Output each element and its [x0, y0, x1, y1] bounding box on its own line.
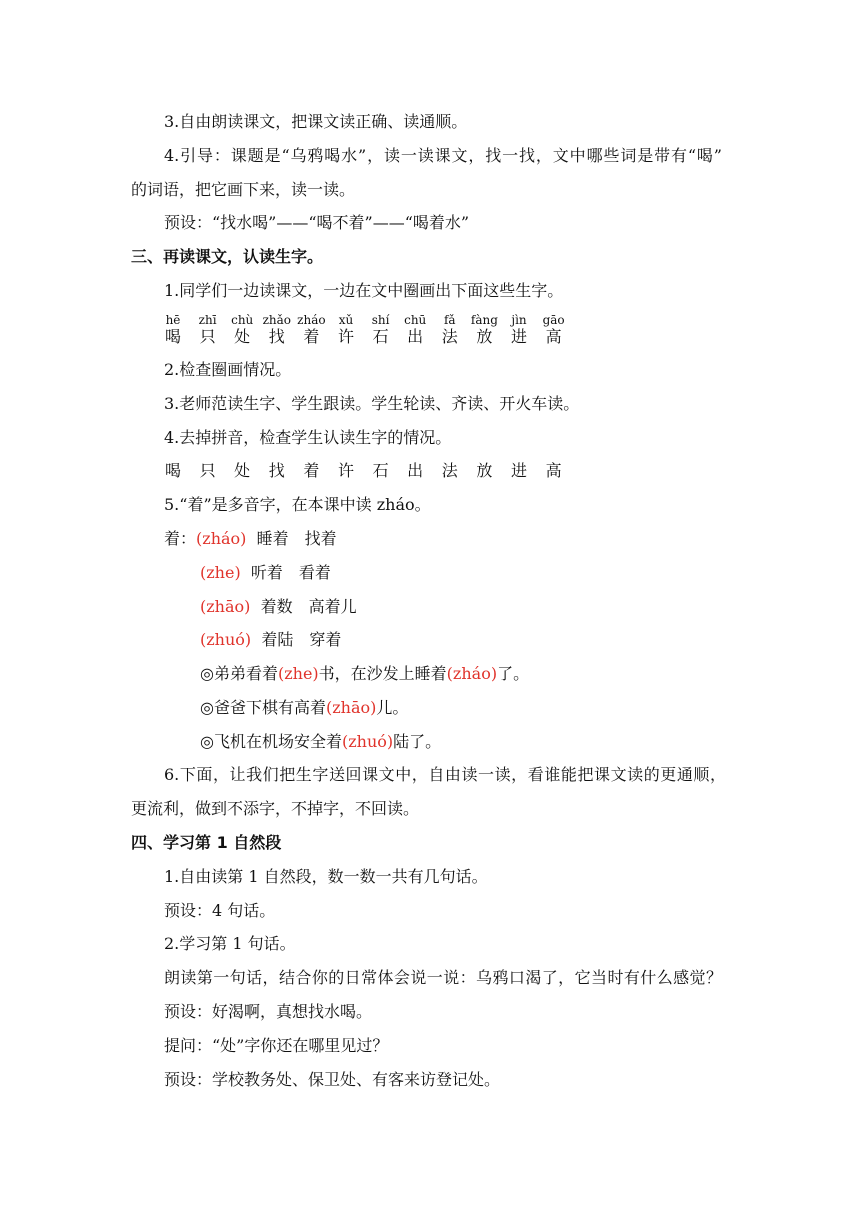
sentence-text: ◎爸爸下棋有高着: [200, 698, 326, 717]
pinyin-annotation: (zhe): [277, 664, 319, 683]
question: 提问：“处”字你还在哪里见过？: [164, 1036, 389, 1055]
pinyin-text: chù: [231, 313, 254, 327]
pinyin-annotation: (zhāo): [200, 597, 251, 616]
pinyin-text: chū: [404, 313, 427, 327]
pinyin-text: fàng: [470, 313, 498, 327]
step-3: 3.老师范读生字、学生跟读。学生轮读、齐读、开火车读。: [164, 394, 580, 413]
pinyin-text: gāo: [542, 313, 565, 327]
step-6-line2: 更流利，做到不添字，不掉字，不回读。: [131, 799, 420, 818]
example-sentence-3: [200, 732, 441, 752]
part-2: 2.学习第 1 句话。: [164, 934, 296, 953]
part-1: 1.自由读第 1 自然段，数一数一共有几句话。: [164, 867, 488, 886]
zhe-example-1: [164, 529, 337, 549]
hanzi-char: 找: [268, 461, 285, 480]
example-words: 睡着 找着: [256, 529, 337, 548]
pinyin-text: xǔ: [338, 313, 354, 327]
paragraph-4-line2: 的词语，把它画下来，读一读。: [131, 180, 356, 199]
hanzi-char: 石: [372, 461, 389, 480]
part-1-preset: 预设：4 句话。: [164, 901, 276, 920]
hanzi-char: 放: [476, 461, 493, 480]
hanzi-text: 找: [268, 327, 285, 346]
pinyin-text: hē: [165, 313, 181, 327]
hanzi-text: 喝: [164, 327, 181, 346]
hanzi-char: 喝: [164, 461, 181, 480]
pinyin-text: zhī: [198, 313, 217, 327]
example-words: 着陆 穿着: [261, 630, 342, 649]
hanzi-char: 只: [199, 461, 216, 480]
hanzi-text: 石: [372, 327, 389, 346]
pinyin-text: zháo: [297, 313, 326, 327]
pinyin-annotation: (zhuó): [200, 630, 252, 649]
zhe-example-3: [200, 597, 357, 617]
hanzi-text: 许: [337, 327, 354, 346]
hanzi-text: 只: [199, 327, 216, 346]
question-preset: 预设：学校教务处、保卫处、有客来访登记处。: [164, 1070, 501, 1089]
step-4: 4.去掉拼音，检查学生认读生字的情况。: [164, 428, 452, 447]
hanzi-char: 处: [234, 461, 251, 480]
pinyin-annotation: (zháo): [446, 664, 498, 683]
pinyin-text: shí: [371, 313, 390, 327]
part-2-preset: 预设：好渴啊，真想找水喝。: [164, 1002, 373, 1021]
hanzi-text: 进: [510, 327, 527, 346]
pinyin-character-row: [0, 313, 860, 349]
sentence-text: 陆了。: [393, 732, 442, 751]
hanzi-char: 法: [441, 461, 458, 480]
sentence-text: 儿。: [376, 698, 409, 717]
sentence-text: 了。: [497, 664, 530, 683]
hanzi-char: 出: [407, 461, 424, 480]
hanzi-text: 处: [234, 327, 251, 346]
plain-character-row: [0, 461, 860, 483]
pinyin-text: zhǎo: [262, 313, 292, 327]
hanzi-text: 放: [476, 327, 493, 346]
hanzi-text: 高: [545, 327, 562, 346]
zhe-label: 着：: [164, 529, 197, 548]
zhe-example-2: [200, 563, 331, 583]
example-sentence-1: [200, 664, 529, 684]
step-5: 5.“着”是多音字，在本课中读 zháo。: [164, 495, 431, 514]
zhe-example-4: [200, 630, 341, 650]
example-sentence-2: [200, 698, 408, 718]
preset-1: 预设：“找水喝”——“喝不着”——“喝着水”: [164, 213, 470, 232]
paragraph-4-line1: 4.引导：课题是“乌鸦喝水”，读一读课文，找一找，文中哪些词是带有“喝”: [164, 146, 722, 165]
section-heading-3: 三、再读课文，认读生字。: [131, 247, 324, 266]
hanzi-char: 许: [337, 461, 354, 480]
example-words: 着数 高着儿: [260, 597, 357, 616]
step-1: 1.同学们一边读课文，一边在文中圈画出下面这些生字。: [164, 281, 564, 300]
pinyin-annotation: (zhāo): [325, 698, 377, 717]
section-heading-4: 四、学习第 1 自然段: [131, 833, 282, 852]
hanzi-text: 法: [441, 327, 458, 346]
pinyin-text: jìn: [511, 313, 527, 327]
sentence-text: ◎飞机在机场安全着: [200, 732, 342, 751]
hanzi-char: 进: [510, 461, 527, 480]
step-2: 2.检查圈画情况。: [164, 360, 292, 379]
pinyin-char-cell: [534, 313, 574, 347]
step-6-line1: 6.下面，让我们把生字送回课文中，自由读一读，看谁能把课文读的更通顺，: [164, 765, 726, 784]
pinyin-annotation: (zháo): [196, 529, 247, 548]
part-2-read: 朗读第一句话，结合你的日常体会说一说：乌鸦口渴了，它当时有什么感觉？: [164, 968, 722, 987]
hanzi-text: 出: [407, 327, 424, 346]
sentence-text: ◎弟弟看着: [200, 664, 278, 683]
pinyin-text: fǎ: [443, 313, 456, 327]
hanzi-char: 着: [303, 461, 320, 480]
hanzi-char: 高: [545, 461, 562, 480]
pinyin-annotation: (zhe): [200, 563, 241, 582]
paragraph-3: 3.自由朗读课文，把课文读正确、读通顺。: [164, 112, 468, 131]
pinyin-annotation: (zhuó): [341, 732, 394, 751]
sentence-text: 书，在沙发上睡着: [318, 664, 447, 683]
example-words: 听着 看着: [250, 563, 331, 582]
hanzi-text: 着: [303, 327, 320, 346]
